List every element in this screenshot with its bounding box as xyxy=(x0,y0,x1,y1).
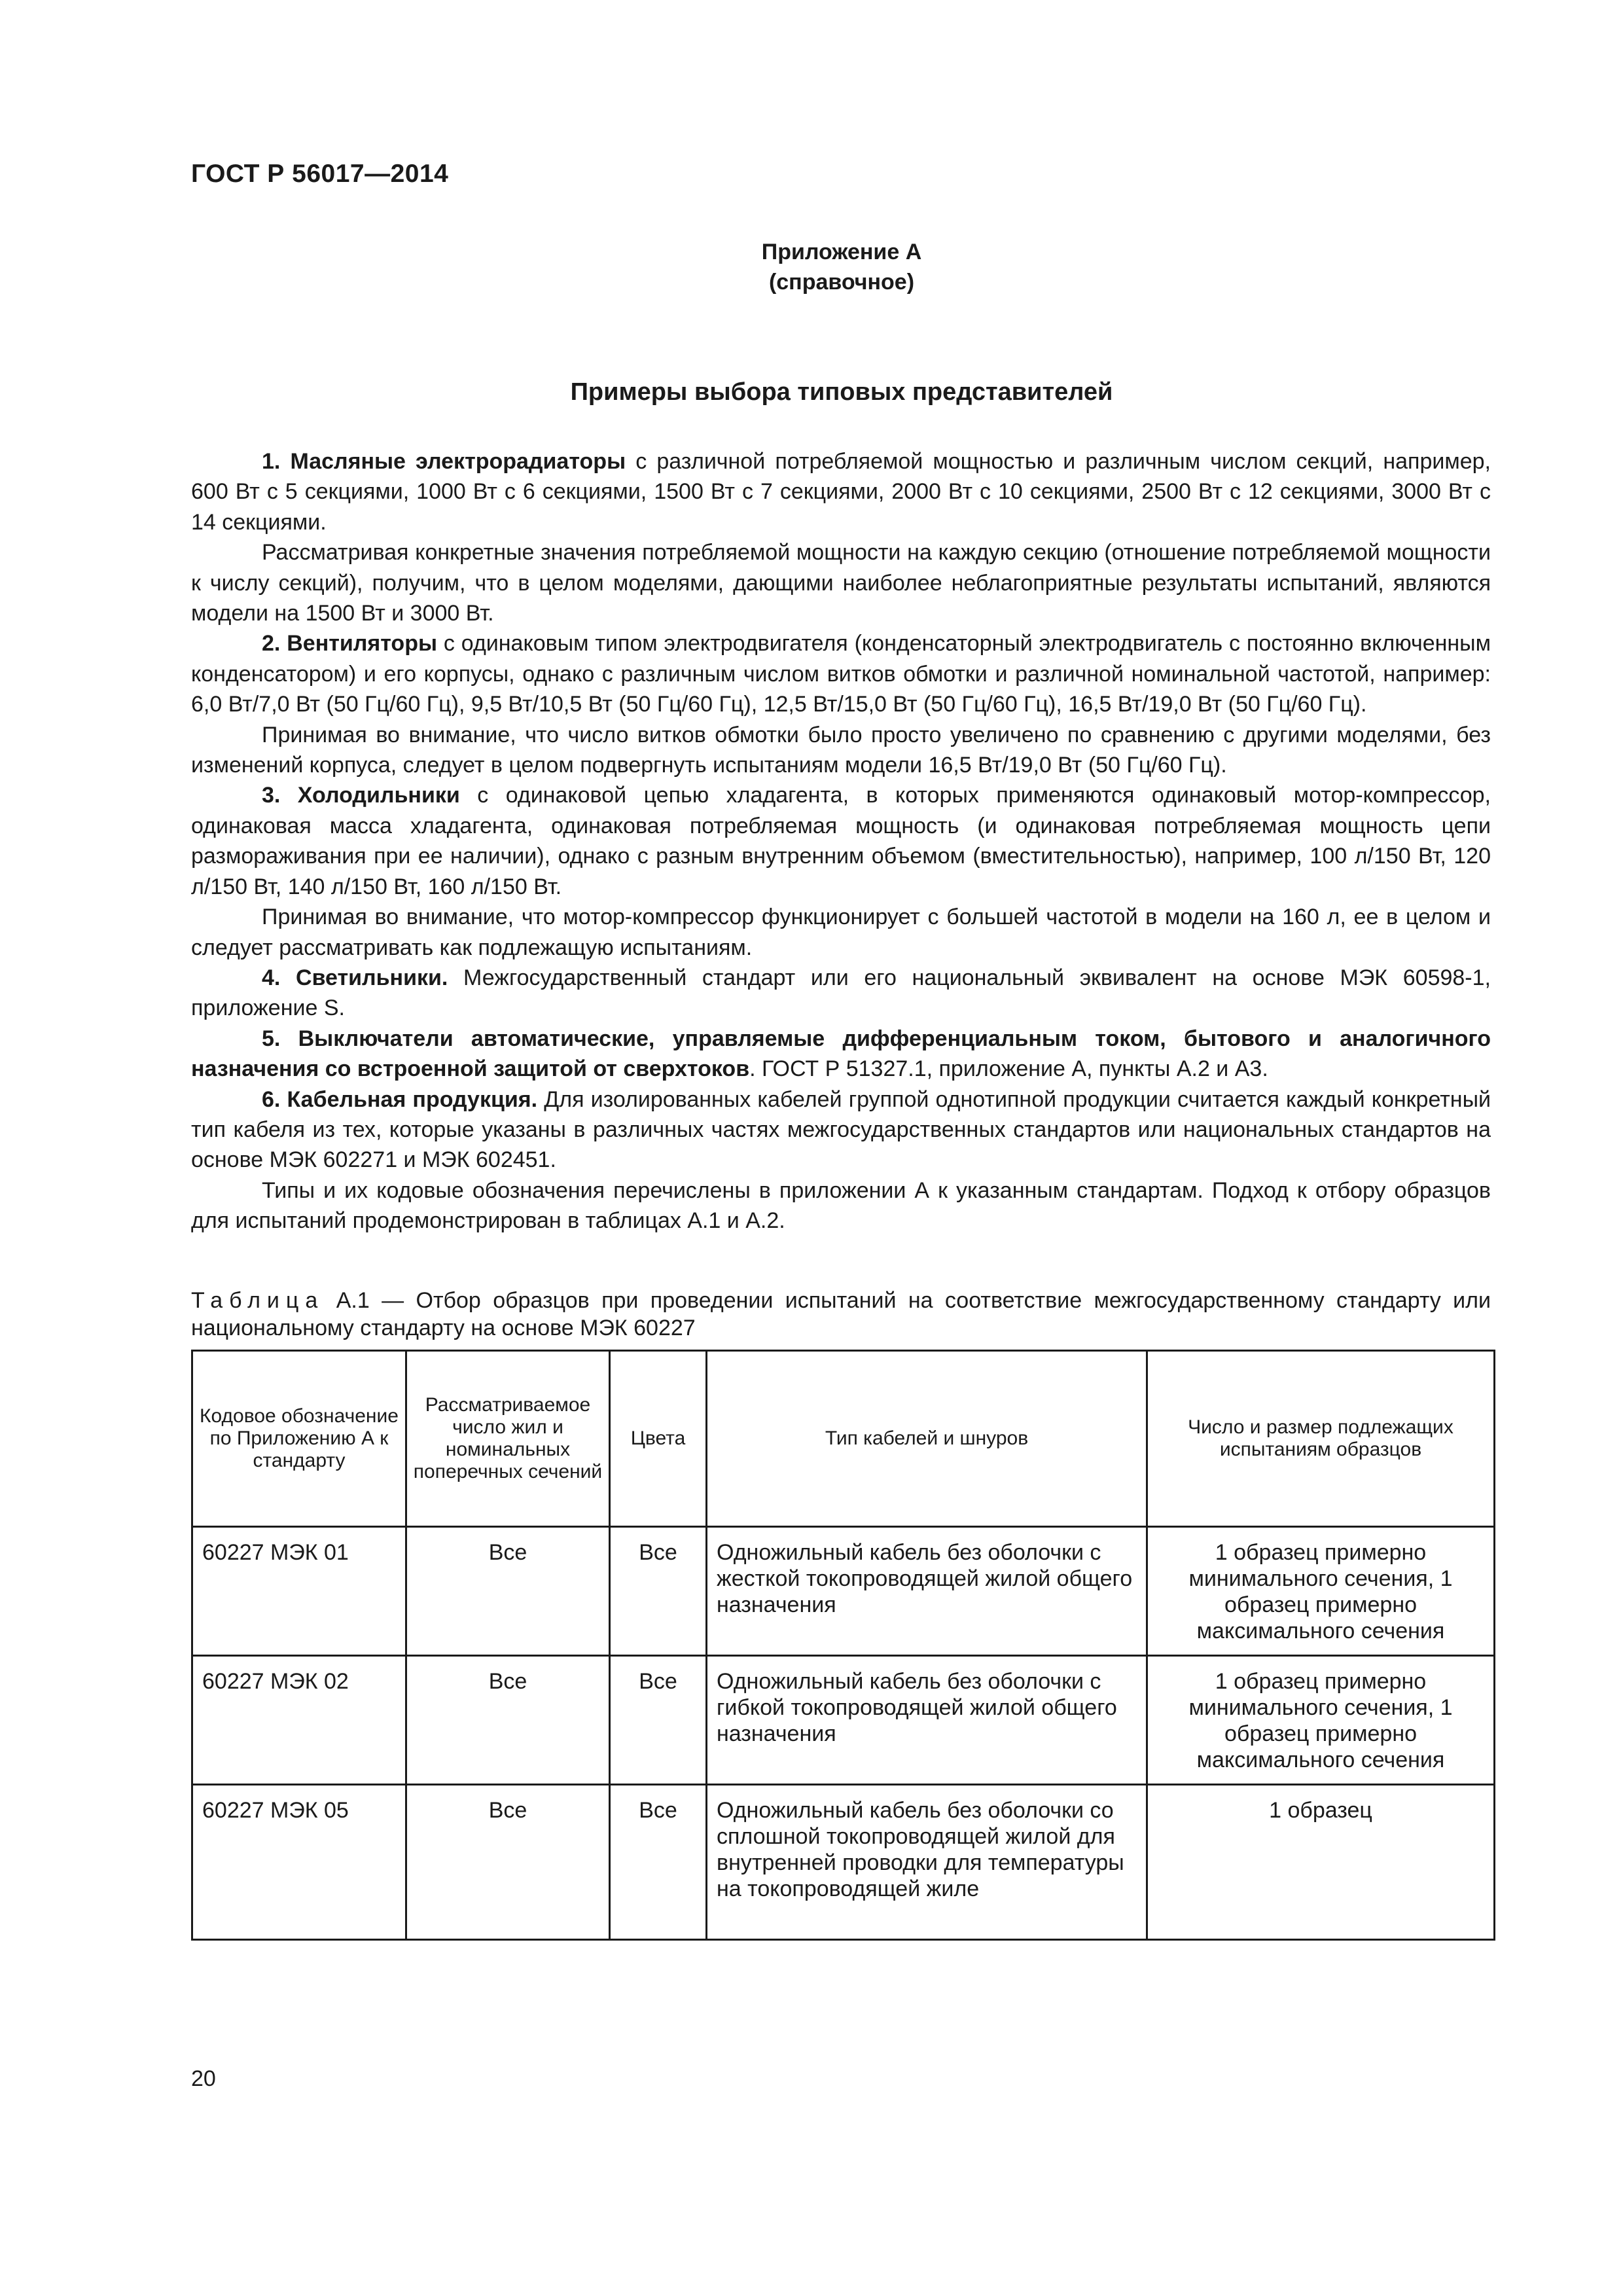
table-caption xyxy=(191,1287,1491,1342)
cell-type: Одножильный кабель без оболочки с жесткой токопроводящей жилой общего назначения xyxy=(707,1527,1147,1656)
table-caption-text: А.1 — Отбор образцов при проведении испытаний на соответствие межгосударственному стандарту или национальному стандарту на основе МЭК 60227 xyxy=(191,1288,1491,1340)
text-fans: с одинаковым типом электродвигателя (конденсаторный электродвигатель с постоянно включенным конденсатором) и его корпусы, однако с различным числом витков обмотки и различной номинальной частотой, например: 6,0 Вт/7,0 Вт (50 Гц/60 Гц), 9,5 Вт/10,5 Вт (50 Гц/60 Гц), 12,5 Вт/15,0 Вт (50 Гц/60 Гц), 16,5 Вт/19,0 Вт (50 Гц/60 Гц). xyxy=(191,631,1491,717)
cell-colors: Все xyxy=(610,1785,707,1940)
annex-type: (справочное) xyxy=(768,270,915,295)
annex-heading xyxy=(0,237,1623,297)
term-breakers: 5. Выключатели автоматические, управляемые дифференциальным током, бытового и аналогичного назначения со встроенной защитой от сверхтоков xyxy=(191,1026,1491,1082)
header-samples: Число и размер подлежащих испытаниям образцов xyxy=(1147,1351,1495,1527)
term-cables: 6. Кабельная продукция. xyxy=(262,1086,538,1112)
header-cores: Рассматриваемое число жил и номинальных поперечных сечений xyxy=(406,1351,610,1527)
cell-type: Одножильный кабель без оболочки с гибкой токопроводящей жилой общего назначения xyxy=(707,1656,1147,1785)
annex-title: Приложение А xyxy=(761,240,922,264)
sample-table xyxy=(191,1350,1495,1941)
page-number: 20 xyxy=(191,2066,216,2091)
cell-cores: Все xyxy=(406,1656,610,1785)
cell-samples: 1 образец xyxy=(1147,1785,1495,1940)
table-caption-word: Таблица xyxy=(191,1288,325,1313)
table-row xyxy=(192,1785,1495,1940)
cell-cores: Все xyxy=(406,1785,610,1940)
paragraph-fans xyxy=(191,628,1491,719)
document-code: ГОСТ Р 56017—2014 xyxy=(191,160,449,188)
cell-type: Одножильный кабель без оболочки со сплошной токопроводящей жилой для внутренней проводки для температуры на токопроводящей жиле xyxy=(707,1785,1147,1940)
text-radiators: с различной потребляемой мощностью и различным числом секций, например, 600 Вт с 5 секциями, 1000 Вт с 6 секциями, 1500 Вт с 7 секциями, 2000 Вт с 10 секциями, 2500 Вт с 12 секциями, 3000 Вт с 14 секциями. xyxy=(191,449,1491,535)
cell-colors: Все xyxy=(610,1527,707,1656)
cell-colors: Все xyxy=(610,1656,707,1785)
paragraph-luminaires xyxy=(191,963,1491,1024)
paragraph-fans-note: Принимая во внимание, что число витков обмотки было просто увеличено по сравнению с другими моделями, без изменений корпуса, следует в целом подвергнуть испытаниям модели 16,5 Вт/19,0 Вт (50 Гц/60 Гц). xyxy=(191,722,1491,778)
table-header-row xyxy=(192,1351,1495,1527)
term-fridges: 3. Холодильники xyxy=(262,783,460,808)
cell-code: 60227 МЭК 05 xyxy=(192,1785,406,1940)
body-text xyxy=(191,446,1491,1236)
cell-cores: Все xyxy=(406,1527,610,1656)
paragraph-cables-note: Типы и их кодовые обозначения перечислены в приложении А к указанным стандартам. Подход к отбору образцов для испытаний продемонстрирован в таблицах А.1 и А.2. xyxy=(191,1177,1491,1234)
term-radiators: 1. Масляные электрорадиаторы xyxy=(262,449,626,474)
text-luminaires: Межгосударственный стандарт или его национальный эквивалент на основе МЭК 60598-1, приложение S. xyxy=(191,965,1491,1021)
text-breakers: . ГОСТ Р 51327.1, приложение А, пункты А.2 и А3. xyxy=(749,1056,1268,1082)
cell-samples: 1 образец примерно минимального сечения, 1 образец примерно максимального сечения xyxy=(1147,1656,1495,1785)
text-cables: Для изолированных кабелей группой однотипной продукции считается каждый конкретный тип кабеля из тех, которые указаны в различных частях межгосударственных стандартов или национальных стандартов на основе МЭК 602271 и МЭК 602451. xyxy=(191,1086,1491,1173)
cell-samples: 1 образец примерно минимального сечения, 1 образец примерно максимального сечения xyxy=(1147,1527,1495,1656)
paragraph-fridges-note: Принимая во внимание, что мотор-компрессор функционирует с большей частотой в модели на 160 л, ее в целом и следует рассматривать как подлежащую испытаниям. xyxy=(191,905,1491,960)
header-code: Кодовое обозначение по Приложению А к стандарту xyxy=(192,1351,406,1527)
cell-code: 60227 МЭК 01 xyxy=(192,1527,406,1656)
paragraph-radiators xyxy=(191,446,1491,537)
term-luminaires: 4. Светильники. xyxy=(262,965,448,990)
paragraph-radiators-note: Рассматривая конкретные значения потребляемой мощности на каждую секцию (отношение потребляемой мощности к числу секций), получим, что в целом моделями, дающими наиболее неблагоприятные результаты испытаний, являются модели на 1500 Вт и 3000 Вт. xyxy=(191,540,1491,626)
paragraph-fridges xyxy=(191,780,1491,902)
term-fans: 2. Вентиляторы xyxy=(262,631,438,656)
table-row xyxy=(192,1527,1495,1656)
header-type: Тип кабелей и шнуров xyxy=(707,1351,1147,1527)
header-colors: Цвета xyxy=(610,1351,707,1527)
section-title: Примеры выбора типовых представителей xyxy=(570,378,1113,406)
table-row xyxy=(192,1656,1495,1785)
paragraph-breakers xyxy=(191,1024,1491,1085)
table-wrapper xyxy=(191,1350,1493,1941)
paragraph-cables xyxy=(191,1085,1491,1175)
cell-code: 60227 МЭК 02 xyxy=(192,1656,406,1785)
text-fridges: с одинаковой цепью хладагента, в которых применяются одинаковый мотор-компрессор, одинаковая масса хладагента, одинаковая потребляемая мощность (и одинаковая потребляемая мощность цепи размораживания при ее наличии), однако с разным внутренним объемом (вместительностью), например, 100 л/150 Вт, 120 л/150 Вт, 140 л/150 Вт, 160 л/150 Вт. xyxy=(191,783,1491,899)
